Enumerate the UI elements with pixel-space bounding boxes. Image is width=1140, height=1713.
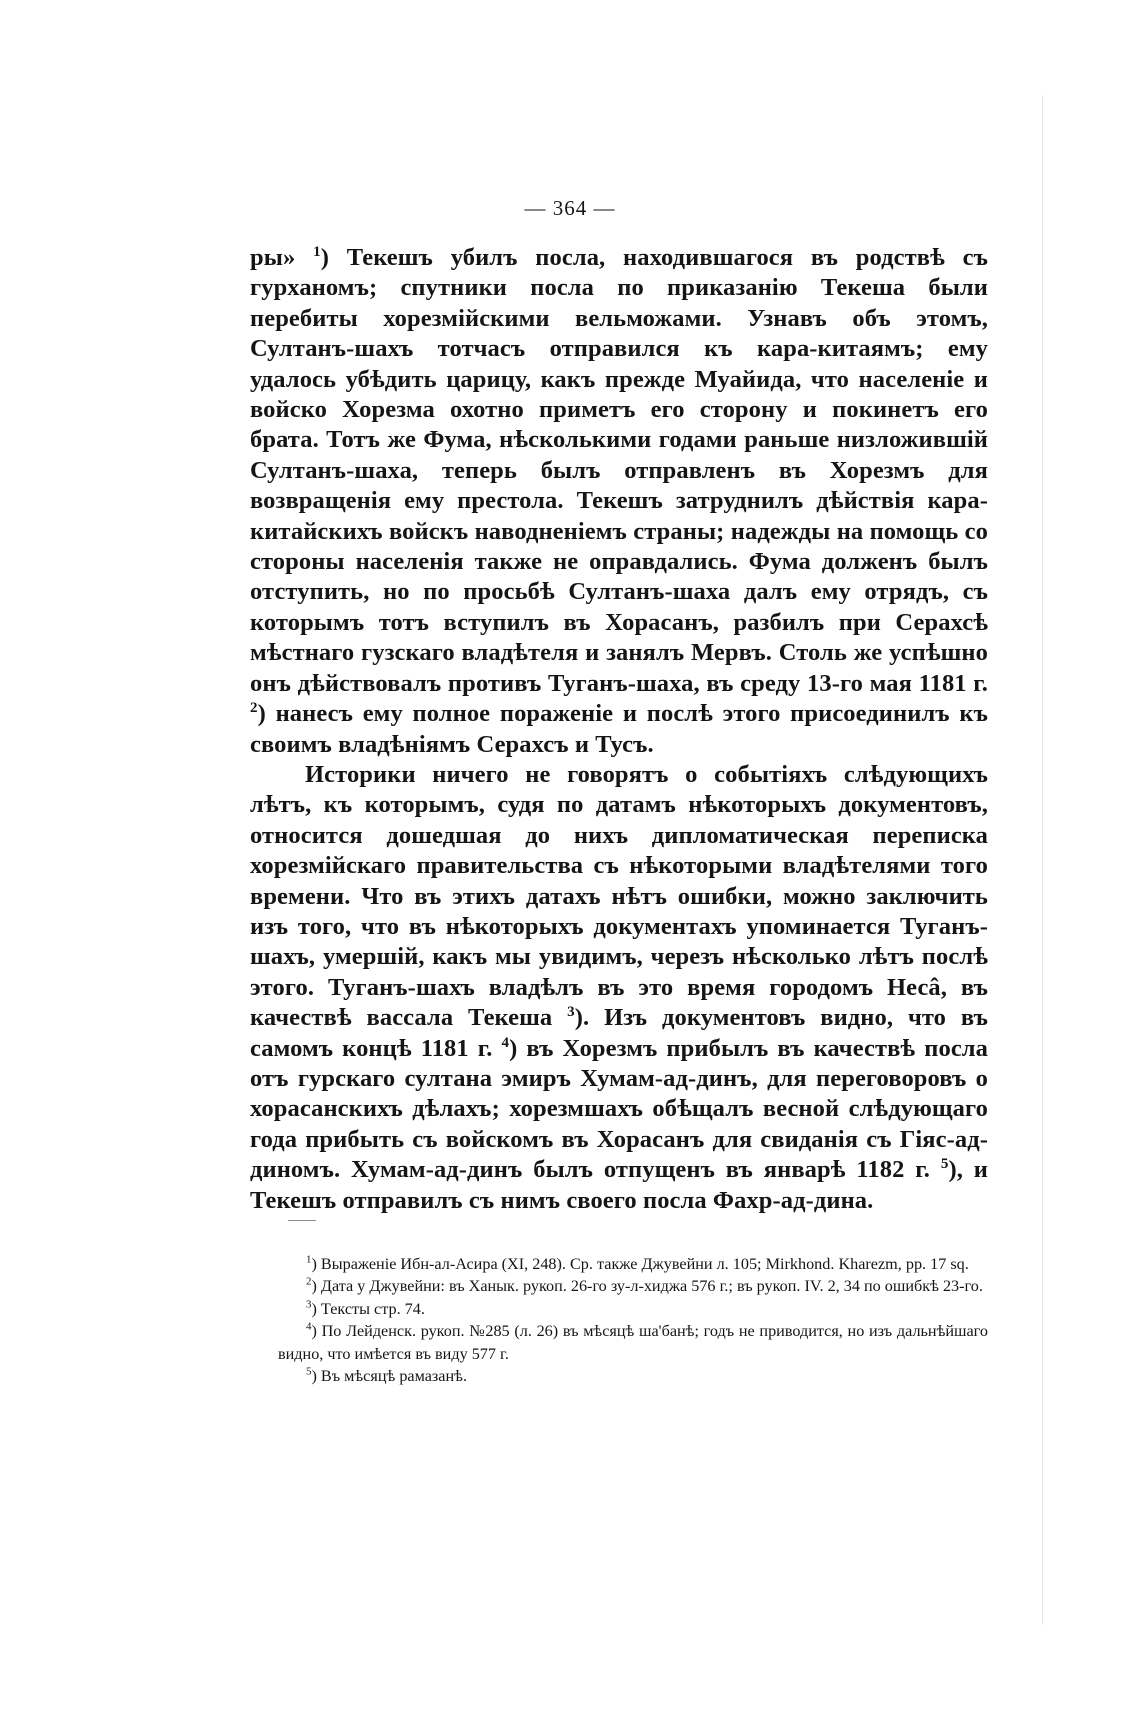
footnote-mark: 1 [306,1253,312,1266]
footnote [278,1298,988,1320]
footnote-mark: 2 [306,1276,312,1289]
footnote-ref: 2 [250,699,258,716]
footnote-mark: 4 [306,1320,312,1333]
footnote [278,1275,988,1297]
footnote-ref: 4 [501,1034,510,1051]
paragraph [250,243,988,760]
paragraph-text: ), и Текешъ отправилъ съ нимъ своего посла Фахр-ад-дина. [250,1156,988,1214]
page-number: — 364 — [524,196,616,220]
footnote [278,1365,988,1387]
footnote [278,1253,988,1275]
footnotes [278,1253,988,1387]
footnote-separator [288,1220,316,1221]
footnote-ref: 5 [940,1156,949,1173]
page-edge-line [1042,95,1043,1625]
footnote-mark: 5 [306,1365,312,1378]
footnote-text: ) Въ мѣсяцѣ рамазанѣ. [311,1367,467,1386]
footnote [278,1320,988,1365]
footnote-ref: 1 [313,243,321,260]
footnote-text: ) Дата у Джувейни: въ Ханык. рукоп. 26-го зу-л-хиджа 576 г.; въ рукоп. IV. 2, 34 по ошибкѣ 23-го. [311,1277,983,1296]
footnote-ref: 3 [567,1004,575,1020]
paragraph-text: ) Текешъ убилъ посла, находившагося въ родствѣ съ гурханомъ; спутники посла по приказанію Текеша были перебиты хорезмійскими вельможами. Узнавъ объ этомъ, Султанъ-шахъ тотчасъ отправился къ кара-китаямъ; ему удалось убѣдить царицу, какъ прежде Муайида, что населеніе и войско Хорезма охотно приметъ его сторону и покинетъ его брата. Тотъ же Фума, нѣсколькими годами раньше низложившій Султанъ-шаха, теперь былъ отправленъ въ Хорезмъ для возвращенія ему престола. Текешъ затруднилъ дѣйствія кара-китайскихъ войскъ наводненіемъ страны; надежды на помощь со стороны населенія также не оправдались. Фума долженъ былъ отступить, но по просьбѣ Султанъ-шаха далъ ему отрядъ, съ которымъ тотъ вступилъ въ Хорасанъ, разбилъ при Серахсѣ мѣстнаго гузскаго владѣтеля и занялъ Мервъ. Столь же успѣшно онъ дѣйствовалъ противъ Туганъ-шаха, въ среду 13-го мая 1181 г. [250,244,988,697]
paragraph [250,760,988,1216]
footnote-text: ) Тексты стр. 74. [311,1299,425,1318]
main-text [250,243,988,1216]
footnote-text: ) По Лейденск. рукоп. №285 (л. 26) въ мѣсяцѣ ша'банѣ; годъ не приводится, но изъ дальнѣйшаго видно, что имѣется въ виду 577 г. [278,1322,988,1363]
paragraph-text: ) въ Хорезмъ прибылъ въ качествѣ посла отъ гурскаго султана эмиръ Хумам-ад-динъ, для переговоровъ о хорасанскихъ дѣлахъ; хорезмшахъ обѣщалъ весной слѣдующаго года прибыть съ войскомъ въ Хорасанъ для свиданія съ Гіяс-ад-диномъ. Хумам-ад-динъ былъ отпущенъ въ январѣ 1182 г. [250,1034,988,1184]
paragraph-text: ). Изъ документовъ видно, что въ самомъ концѣ 1181 г. [250,1004,988,1062]
paragraph-text: ) нанесъ ему полное пораженіе и послѣ этого присоединилъ къ своимъ владѣніямъ Серахсъ и Тусъ. [250,700,988,758]
paragraph-text: ры» [250,244,314,271]
paragraph-text: Историки ничего не говорятъ о событіяхъ слѣдующихъ лѣтъ, къ которымъ, судя по датамъ нѣкоторыхъ документовъ, относится дошедшая до нихъ дипломатическая переписка хорезмійскаго правительства съ нѣкоторыми владѣтелями того времени. Что въ этихъ датахъ нѣтъ ошибки, можно заключить изъ того, что въ нѣкоторыхъ документахъ упоминается Туганъ-шахъ, умершій, какъ мы увидимъ, черезъ нѣсколько лѣтъ послѣ этого. Туганъ-шахъ владѣлъ въ это время городомъ Несâ, въ качествѣ вассала Текеша [250,760,988,1032]
footnote-mark: 3 [306,1298,312,1311]
footnote-text: ) Выраженіе Ибн-ал-Асира (XI, 248). Ср. также Джувейни л. 105; Mirkhond. Kharezm, pp. 17 sq. [311,1255,969,1273]
